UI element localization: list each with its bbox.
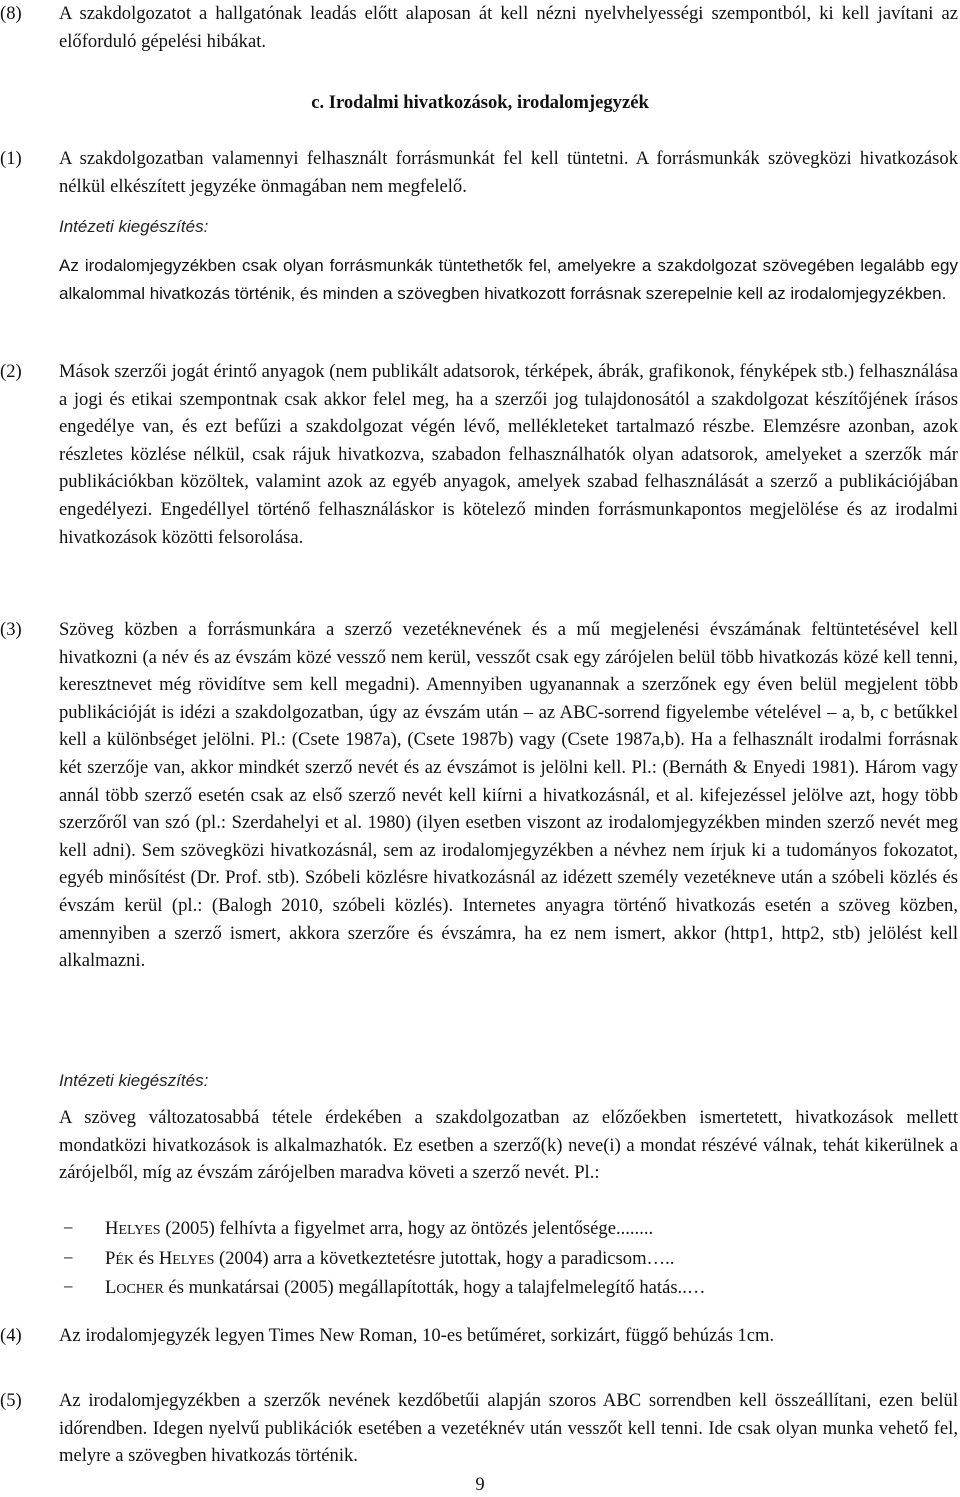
institutional-supplement-label: Intézeti kiegészítés: — [59, 1071, 209, 1090]
paragraph-number: (8) — [0, 3, 22, 24]
author-name: PÉK — [105, 1247, 135, 1269]
dash-bullet: − — [63, 1247, 74, 1269]
author-name: LOCHER — [105, 1277, 164, 1299]
institutional-supplement-text: A szöveg változatosabbá tétele érdekében a szakdolgozatban az előzőekben ismertetett, hivatkozások mellett mondatközi hivatkozások is alkalmazhatók. Ez esetben a szerző(k) neve(i) a mondat részévé válnak, tehát kikerülnek a zárójelből, míg az évszám zárójelben maradva követi a szerző nevét. Pl.: — [59, 1107, 958, 1184]
paragraph-number: (2) — [0, 361, 22, 382]
author-name: HELYES — [105, 1218, 161, 1239]
paragraph-1 — [0, 145, 958, 200]
paragraph-number: (4) — [0, 1325, 22, 1346]
paragraph-number: (5) — [0, 1390, 22, 1411]
paragraph-text: A szakdolgozatot a hallgatónak leadás előtt alaposan át kell nézni nyelvhelyességi szempontból, ki kell javítani az előforduló gépelési hibákat. — [59, 3, 958, 52]
paragraph-text: Szöveg közben a forrásmunkára a szerző vezetéknevének és a mű megjelenési évszámának feltüntetésével kell hivatkozni (a név és az évszám közé vessző nem kerül, vesszőt csak egy zárójelen belül több hivatkozás közé kell tenni, keresztnevet még rövidítve sem kell megadni). Amennyiben ugyanannak a szerzőnek egy éven belül megjelent több publikációját is idézi a szakdolgozatban, úgy az évszám után – az ABC-sorrend figyelembe vételével – a, b, c betűkkel kell a különbséget jelölni. Pl.: (Csete 1987a), (Csete 1987b) vagy (Csete 1987a,b). Ha a felhasznált irodalmi forrásnak két szerzője van, akkor mindkét szerző nevét és az évszámot is jelölni kell. Pl.: (Bernáth & Enyedi 1981). Három vagy annál több szerző esetén csak az első szerző nevét kell kiírni a hivatkozásnál, et al. kifejezéssel jelölve azt, hogy több szerzőről van szó (pl.: Szerdahelyi et al. 1980) (ilyen esetben viszont az irodalomjegyzékben minden szerző nevét meg kell adni). Sem szövegközi hivatkozásnál, sem az irodalomjegyzékben a névhez nem írjuk ki a tudományos fokozatot, egyéb minősítést (Dr. Prof. stb). Szóbeli közlésre hivatkozásnál az idézett személy vezetékneve után a szóbeli közlés és évszám kerül (pl.: (Balogh 2010, szóbeli közlés). Internetes anyagra történő hivatkozás esetén a szöveg közben, amennyiben a szerző ismert, akkora szerzőre és évszámra, ha ez nem ismert, akkor (http1, http2, stb) jelölést kell alkalmazni. — [59, 619, 958, 972]
example-list — [59, 1215, 958, 1304]
section-heading: c. Irodalmi hivatkozások, irodalomjegyzék — [311, 92, 649, 113]
paragraph-text: A szakdolgozatban valamennyi felhasznált forrásmunkát fel kell tüntetni. A forrásmunkák szövegközi hivatkozások nélkül elkészített jegyzéke önmagában nem megfelelő. — [59, 148, 958, 197]
paragraph-text: Mások szerzői jogát érintő anyagok (nem publikált adatsorok, térképek, ábrák, grafikonok, fényképek stb.) felhasználása a jogi és etikai szempontnak csak akkor felel meg, ha a szerzői jog tulajdonosától a szakdolgozat készítőjének írásos engedélye van, és ezt befűzi a szakdolgozat végén lévő, mellékleteket tartalmazó részbe. Elemzésre azonban, azok részletes közlése nélkül, csak rájuk hivatkozva, szabadon felhasználhatók olyan adatsorok, amelyeket a szerzők már publikációkban közöltek, valamint azok az egyéb anyagok, amelyek szabad felhasználását a szerző a publikációjában engedélyezi. Engedéllyel történő felhasználáskor is kötelező minden forrásmunkapontos megjelölése és az irodalmi hivatkozások közötti felsorolása. — [59, 361, 958, 548]
paragraph-2 — [0, 358, 958, 551]
paragraph-number: (3) — [0, 619, 22, 640]
paragraph-text: Az irodalomjegyzékben a szerzők nevének kezdőbetűi alapján szoros ABC sorrendben kell összeállítani, ezen belül időrendben. Idegen nyelvű publikációk esetében a vezetéknév után vesszőt kell tenni. Ide csak olyan munka vehető fel, melyre a szövegben hivatkozás történik. — [59, 1390, 958, 1467]
list-item: − LOCHER és munkatársai (2005) megállapították, hogy a talajfelmelegítő hatás..… — [59, 1274, 958, 1304]
paragraph-4 — [0, 1322, 958, 1350]
list-item: − PÉK és HELYES (2004) arra a következtetésre jutottak, hogy a paradicsom….. — [59, 1245, 958, 1275]
dash-bullet: − — [63, 1277, 74, 1299]
institutional-supplement-label: Intézeti kiegészítés: — [59, 217, 209, 236]
author-name: HELYES — [158, 1247, 215, 1269]
paragraph-8 — [0, 0, 958, 55]
paragraph-3 — [0, 616, 958, 975]
paragraph-number: (1) — [0, 148, 22, 169]
paragraph-5 — [0, 1387, 958, 1470]
dash-bullet: − — [63, 1218, 74, 1239]
paragraph-text: Az irodalomjegyzék legyen Times New Roman, 10-es betűméret, sorkizárt, függő behúzás 1cm. — [59, 1325, 775, 1346]
list-item: − HELYES (2005) felhívta a figyelmet arra, hogy az öntözés jelentősége........ — [59, 1215, 958, 1245]
institutional-supplement-text: Az irodalomjegyzékben csak olyan forrásmunkák tüntethetők fel, amelyekre a szakdolgozat szövegében legalább egy alkalommal hivatkozás történik, és minden a szövegben hivatkozott forrásnak szerepelnie kell az irodalomjegyzékben. — [59, 256, 958, 303]
page-number: 9 — [475, 1474, 485, 1495]
